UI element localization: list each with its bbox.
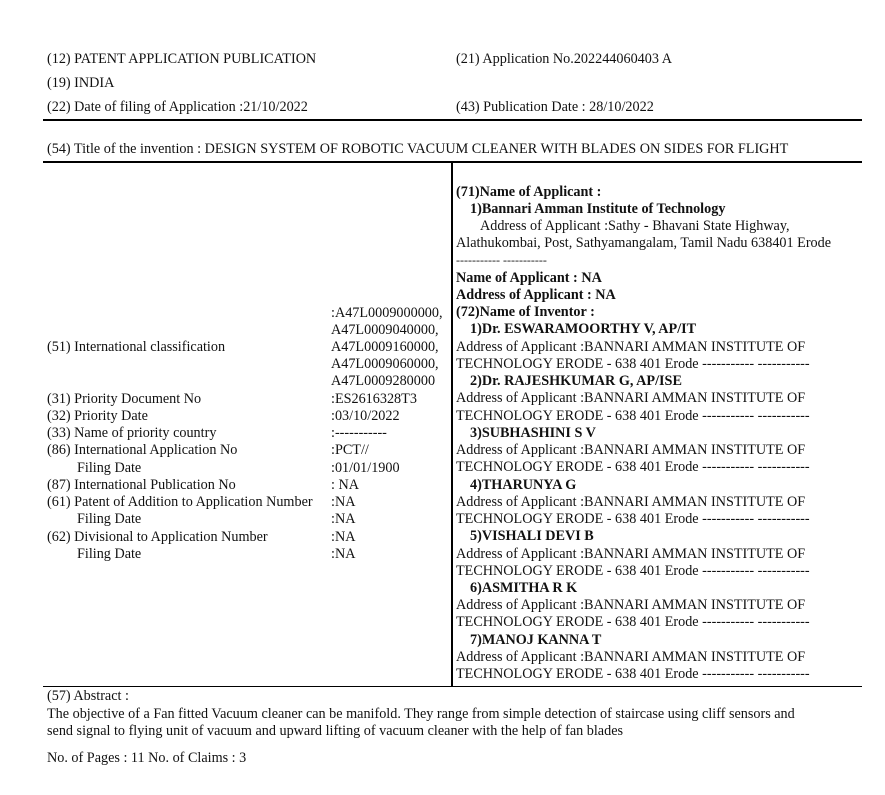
invention-title: (54) Title of the invention : DESIGN SYSTEM OF ROBOTIC VACUUM CLEANER WITH BLADES ON SIDES FOR FLIGHT xyxy=(47,141,789,157)
inventor-address: Address of Applicant :BANNARI AMMAN INSTITUTE OF xyxy=(456,442,806,458)
inventor-address: TECHNOLOGY ERODE - 638 401 Erode ----------- ----------- xyxy=(456,356,810,372)
inventor-name: 5)VISHALI DEVI B xyxy=(470,528,594,544)
inventor-name: 7)MANOJ KANNA T xyxy=(470,632,602,648)
field-label: Filing Date xyxy=(77,511,142,527)
classification-value: A47L0009160000, xyxy=(331,339,439,355)
classification-label: (51) International classification xyxy=(47,339,226,355)
field-value: :NA xyxy=(331,546,356,562)
applicant-na: Name of Applicant : NA xyxy=(456,270,602,286)
field-value: :NA xyxy=(331,511,356,527)
publication-type: (12) PATENT APPLICATION PUBLICATION xyxy=(47,51,317,67)
inventor-address: Address of Applicant :BANNARI AMMAN INSTITUTE OF xyxy=(456,546,806,562)
field-label: (87) International Publication No xyxy=(47,477,236,493)
classification-value: :A47L0009000000, xyxy=(331,305,443,321)
abstract-heading: (57) Abstract : xyxy=(47,688,129,704)
address-na: Address of Applicant : NA xyxy=(456,287,616,303)
top-divider xyxy=(43,119,862,121)
field-value: :01/01/1900 xyxy=(331,460,400,476)
application-number: (21) Application No.202244060403 A xyxy=(456,51,672,67)
classification-value: A47L0009060000, xyxy=(331,356,439,372)
field-value: :03/10/2022 xyxy=(331,408,400,424)
field-label: Filing Date xyxy=(77,546,142,562)
inventor-name: 6)ASMITHA R K xyxy=(470,580,578,596)
inventor-address: TECHNOLOGY ERODE - 638 401 Erode ----------- ----------- xyxy=(456,614,810,630)
field-label: Filing Date xyxy=(77,460,142,476)
inventor-address: TECHNOLOGY ERODE - 638 401 Erode ----------- ----------- xyxy=(456,563,810,579)
inventor-address: Address of Applicant :BANNARI AMMAN INSTITUTE OF xyxy=(456,339,806,355)
abstract-text: send signal to flying unit of vacuum and upward lifting of vacuum cleaner with the help of fan blades xyxy=(47,723,624,739)
field-value: :NA xyxy=(331,494,356,510)
inventor-address: Address of Applicant :BANNARI AMMAN INSTITUTE OF xyxy=(456,597,806,613)
field-value: :ES2616328T3 xyxy=(331,391,417,407)
inventor-name: 2)Dr. RAJESHKUMAR G, AP/ISE xyxy=(470,373,682,389)
inventor-name: 4)THARUNYA G xyxy=(470,477,577,493)
applicant-address: Alathukombai, Post, Sathyamangalam, Tamil Nadu 638401 Erode xyxy=(456,235,832,251)
abstract-text: The objective of a Fan fitted Vacuum cleaner can be manifold. They range from simple detection of staircase using cliff sensors and xyxy=(47,706,795,722)
filing-date: (22) Date of filing of Application :21/10/2022 xyxy=(47,99,308,115)
inventor-heading: (72)Name of Inventor : xyxy=(456,304,595,320)
field-label: (32) Priority Date xyxy=(47,408,148,424)
inventor-address: TECHNOLOGY ERODE - 638 401 Erode ----------- ----------- xyxy=(456,666,810,682)
bottom-divider xyxy=(43,686,862,687)
pages-claims: No. of Pages : 11 No. of Claims : 3 xyxy=(47,750,247,766)
inventor-address: TECHNOLOGY ERODE - 638 401 Erode ----------- ----------- xyxy=(456,408,810,424)
column-divider xyxy=(451,161,453,686)
inventor-address: TECHNOLOGY ERODE - 638 401 Erode ----------- ----------- xyxy=(456,511,810,527)
field-label: (62) Divisional to Application Number xyxy=(47,529,268,545)
field-label: (61) Patent of Addition to Application Number xyxy=(47,494,313,510)
country: (19) INDIA xyxy=(47,75,115,91)
field-value: :----------- xyxy=(331,425,387,441)
applicant-heading: (71)Name of Applicant : xyxy=(456,184,602,200)
inventor-address: Address of Applicant :BANNARI AMMAN INSTITUTE OF xyxy=(456,649,806,665)
publication-date: (43) Publication Date : 28/10/2022 xyxy=(456,99,654,115)
field-value: :NA xyxy=(331,529,356,545)
inventor-address: TECHNOLOGY ERODE - 638 401 Erode ----------- ----------- xyxy=(456,459,810,475)
field-value: :PCT// xyxy=(331,442,369,458)
field-label: (86) International Application No xyxy=(47,442,238,458)
field-label: (33) Name of priority country xyxy=(47,425,217,441)
inventor-address: Address of Applicant :BANNARI AMMAN INSTITUTE OF xyxy=(456,494,806,510)
inventor-address: Address of Applicant :BANNARI AMMAN INSTITUTE OF xyxy=(456,390,806,406)
inventor-name: 1)Dr. ESWARAMOORTHY V, AP/IT xyxy=(470,321,697,337)
applicant-address: Address of Applicant :Sathy - Bhavani State Highway, xyxy=(480,218,790,234)
classification-value: A47L0009280000 xyxy=(331,373,436,389)
classification-value: A47L0009040000, xyxy=(331,322,439,338)
field-value: : NA xyxy=(331,477,359,493)
applicant-dashes: ----------- ----------- xyxy=(456,253,547,267)
applicant-name: 1)Bannari Amman Institute of Technology xyxy=(470,201,726,217)
inventor-name: 3)SUBHASHINI S V xyxy=(470,425,596,441)
field-label: (31) Priority Document No xyxy=(47,391,202,407)
